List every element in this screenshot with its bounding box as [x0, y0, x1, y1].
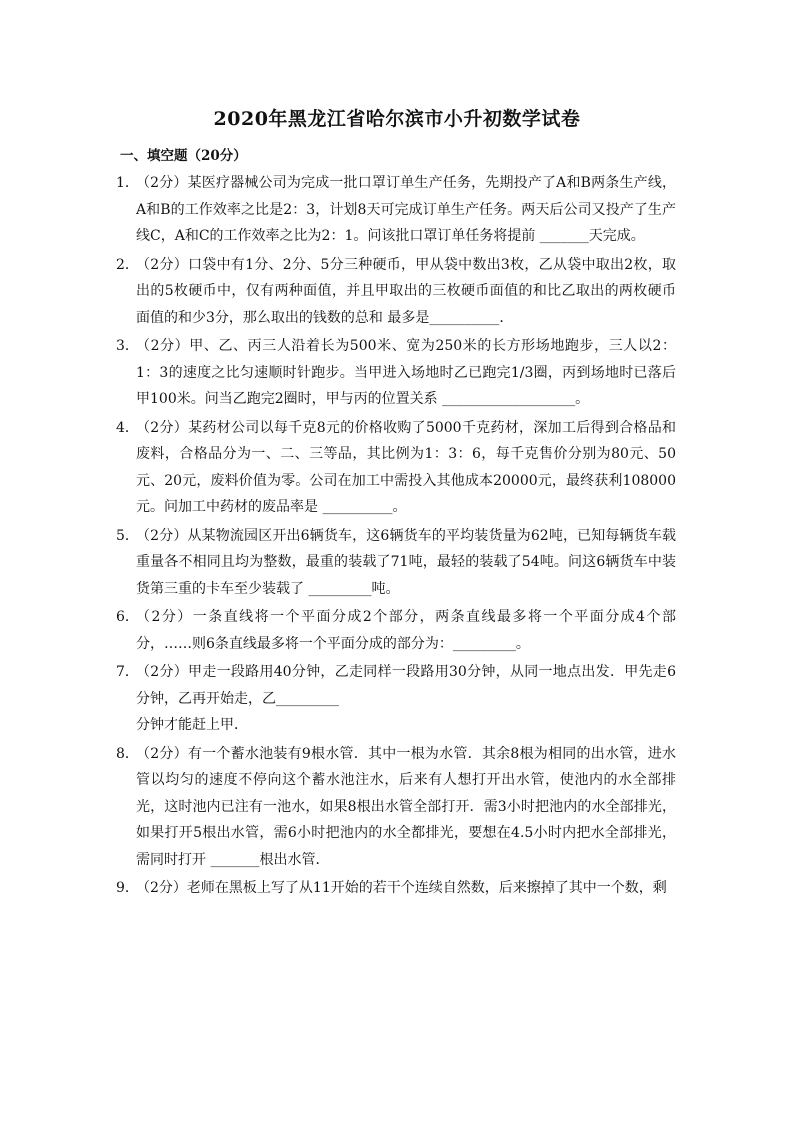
question-number: 6． — [116, 609, 139, 625]
page-title: 2020年黑龙江省哈尔滨市小升初数学试卷 — [213, 108, 581, 130]
question-list — [116, 170, 676, 902]
question-number: 7． — [116, 664, 139, 680]
question-text: （2分）口袋中有1分、2分、5分三种硬币，甲从袋中数出3枚，乙从袋中取出2枚，取出的5枚硬币中，仅有两种面值，并且甲取出的三枚硬币面值的和比乙取出的两枚硬币面值的和少3分，那么取出的钱数的总和 最多是__________． — [136, 256, 676, 326]
question-number: 2． — [116, 256, 139, 273]
question-number: 9． — [116, 880, 139, 896]
question-text: （2分）某医疗器械公司为完成一批口罩订单生产任务，先期投产了A和B两条生产线，A和B的工作效率之比是2：3，计划8天可完成订单生产任务。两天后公司又投产了生产线C，A和C的工作效率之比为2：1。问该批口罩订单任务将提前 _______天完成。 — [136, 175, 676, 244]
question-number: 1． — [116, 175, 139, 191]
question-text: （2分）甲走一段路用40分钟，乙走同样一段路用30分钟，从同一地点出发．甲先走6分钟，乙再开始走，乙_________ — [136, 664, 676, 707]
section-heading: 一、填空题（20分） — [120, 148, 247, 164]
question-text: （2分）从某物流园区开出6辆货车，这6辆货车的平均装货量为62吨，已知每辆货车载重量各不相同且均为整数，最重的装载了71吨，最轻的装载了54吨。问这6辆货车中装货第三重的卡车至少装载了 _________吨。 — [136, 527, 676, 597]
question-text: （2分）一条直线将一个平面分成2个部分，两条直线最多将一个平面分成4个部分，……则6条直线最多将一个平面分成的部分为：_________。 — [136, 609, 676, 652]
question-text: （2分）某药材公司以每千克8元的价格收购了5000千克药材，深加工后得到合格品和废料，合格品分为一、二、三等品，其比例为1：3：6，每千克售价分别为80元、50元、20元，废料价值为零。公司在加工中需投入其他成本20000元，最终获利108000元。问加工中药材的废品率是 __________。 — [136, 419, 676, 515]
question-text-continuation: 分钟才能赶上甲． — [136, 717, 248, 733]
question-1 — [116, 170, 676, 250]
question-5 — [116, 523, 676, 603]
question-number: 8． — [116, 745, 139, 762]
question-8 — [116, 741, 676, 874]
question-number: 3． — [116, 338, 139, 354]
question-6 — [116, 604, 676, 657]
question-4 — [116, 415, 676, 521]
question-7 — [116, 659, 676, 739]
question-text-block — [136, 659, 676, 739]
question-text: （2分）老师在黑板上写了从11开始的若干个连续自然数，后来擦掉了其中一个数，剩 — [136, 880, 667, 896]
question-text: （2分）有一个蓄水池装有9根水管．其中一根为水管．其余8根为相同的出水管，进水管以均匀的速度不停向这个蓄水池注水，后来有人想打开出水管，使池内的水全部排光，这时池内已注有一池水，如果8根出水管全部打开．需3小时把池内的水全部排光，如果打开5根出水管，需6小时把池内的水全都排光，要想在4.5小时内把水全部排光，需同时打开 _______根出水管． — [136, 745, 676, 868]
question-3 — [116, 333, 676, 413]
question-number: 5． — [116, 527, 139, 544]
question-9 — [116, 875, 676, 902]
question-number: 4． — [116, 419, 139, 436]
question-text: （2分）甲、乙、丙三人沿着长为500米、宽为250米的长方形场地跑步，三人以2：1：3的速度之比匀速顺时针跑步。当甲进入场地时乙已跑完1/3圈，丙到场地时已落后甲100米。问当乙跑完2圈时，甲与丙的位置关系 ___________________。 — [136, 338, 676, 407]
question-2 — [116, 252, 676, 332]
